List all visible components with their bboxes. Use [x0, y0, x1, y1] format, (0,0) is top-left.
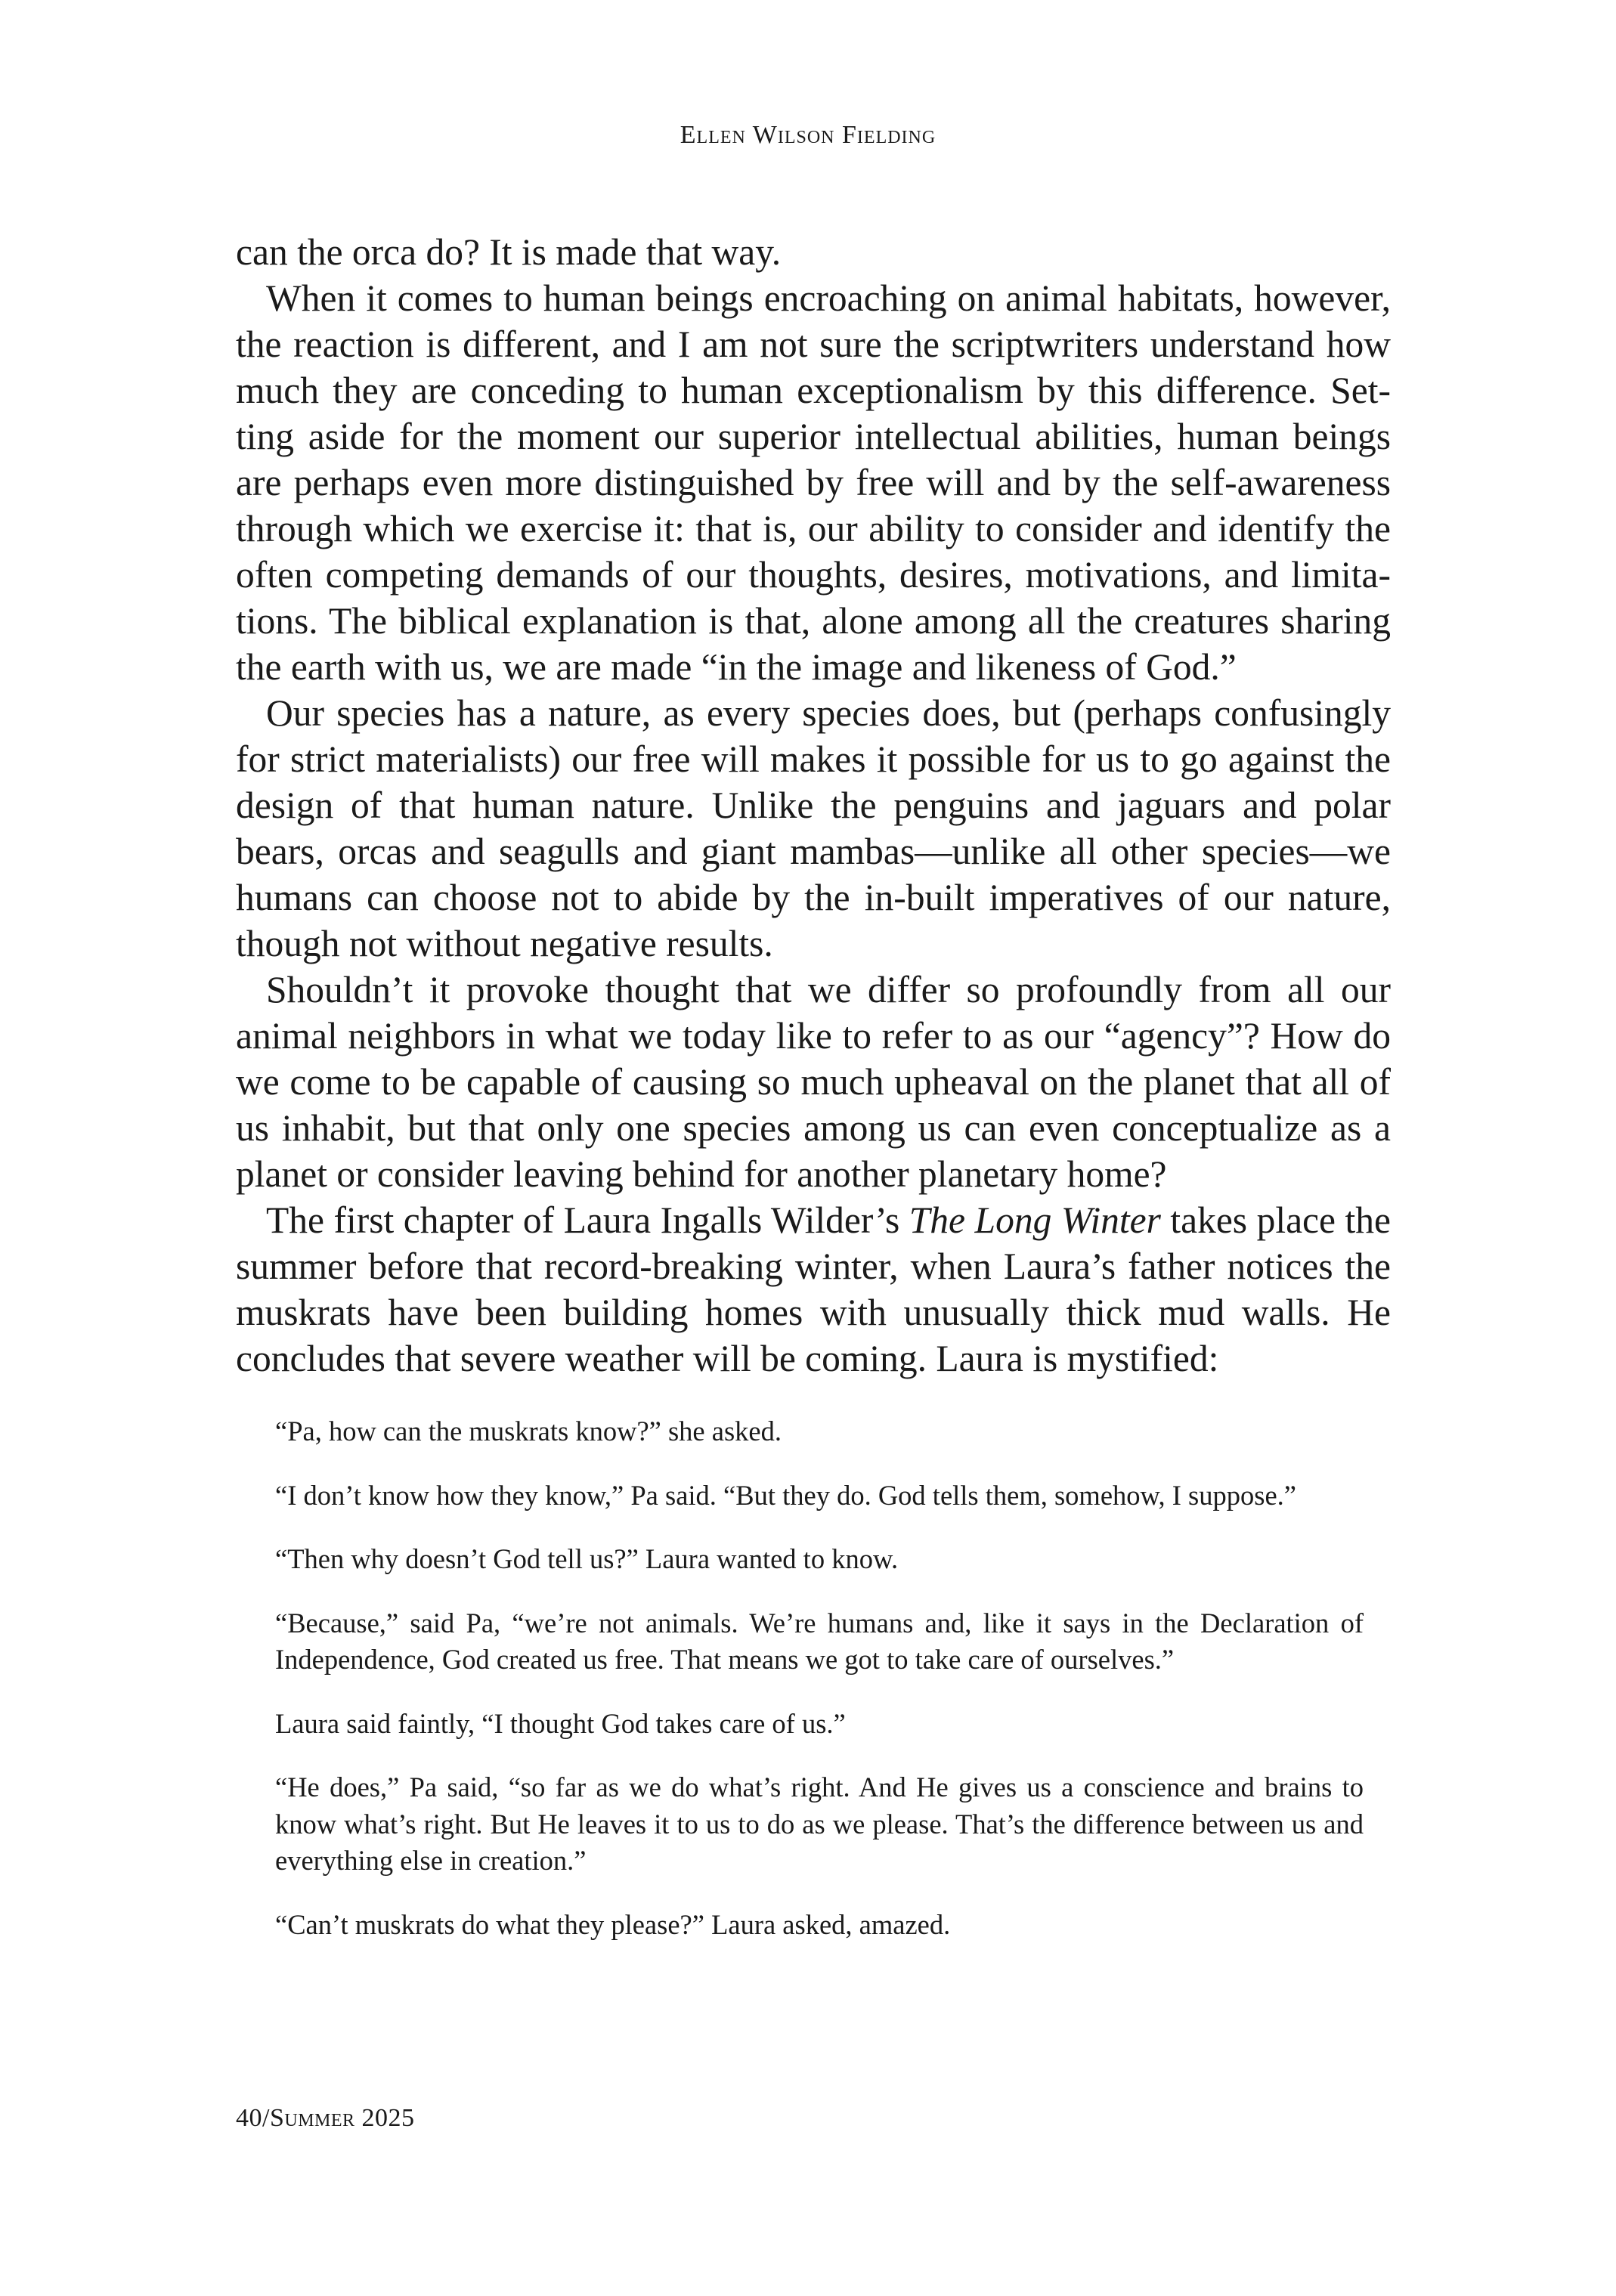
- article-body: [236, 229, 1391, 1382]
- body-paragraph: [236, 1197, 1391, 1382]
- quoted-line: “Pa, how can the muskrats know?” she asked.: [275, 1416, 782, 1447]
- page-folio: 40/Summer 2025: [236, 2104, 415, 2132]
- running-head: Ellen Wilson Fielding: [680, 121, 936, 149]
- body-paragraph: Shouldn’t it provoke thought that we differ so profoundly from all our animal neighbors in what we today like to refer to as our “agency”? How do we come to be capable of causing so much upheaval on the planet that all of us inhabit, but that only one species among us can even conceptualize as a planet or consider leaving behind for another planetary home?: [236, 969, 1391, 1195]
- block-quotation: [275, 1413, 1364, 1970]
- body-paragraph: When it comes to human beings encroaching on animal habitats, however, the reaction is different, and I am not sure the scriptwriters understand how much they are conceding to human exceptionalism by this difference. Setting aside for the moment our superior intellectual abilities, human beings are perhaps even more distinguished by free will and by the self-awareness through which we exercise it: that is, our ability to consider and identify the often competing demands of our thoughts, desires, motivations, and limitations. The biblical explanation is that, alone among all the creatures sharing the earth with us, we are made “in the image and likeness of God.”: [236, 277, 1391, 688]
- body-paragraph: can the orca do? It is made that way.: [236, 231, 782, 273]
- body-text-span: takes place the summer before that record-breaking winter, when Laura’s father notices the muskrats have been building homes with unusually thick mud walls. He concludes that severe weather will be coming. Laura is mystified:: [236, 1199, 1391, 1379]
- book-title: The Long Winter: [909, 1199, 1161, 1241]
- quoted-line: “He does,” Pa said, “so far as we do what’s right. And He gives us a conscience and brains to know what’s right. But He leaves it to us to do as we please. That’s the difference between us and everything else in creation.”: [275, 1772, 1364, 1876]
- quoted-line: “Then why doesn’t God tell us?” Laura wanted to know.: [275, 1543, 899, 1574]
- quoted-line: Laura said faintly, “I thought God takes care of us.”: [275, 1707, 846, 1739]
- body-text-span: The first chapter of Laura Ingalls Wilder’s: [266, 1199, 909, 1241]
- quoted-line: “I don’t know how they know,” Pa said. “But they do. God tells them, somehow, I suppose.”: [275, 1479, 1296, 1511]
- body-paragraph: Our species has a nature, as every species does, but (perhaps confusingly for strict materialists) our free will makes it possible for us to go against the design of that human nature. Unlike the penguins and jaguars and polar bears, orcas and seagulls and giant mambas—unlike all other species—we humans can choose not to abide by the in-built imperatives of our nature, though not without negative results.: [236, 692, 1391, 964]
- quoted-line: “Because,” said Pa, “we’re not animals. We’re humans and, like it says in the Declaration of Independence, God created us free. That means we got to take care of ourselves.”: [275, 1607, 1364, 1675]
- quoted-line: “Can’t muskrats do what they please?” Laura asked, amazed.: [275, 1908, 951, 1940]
